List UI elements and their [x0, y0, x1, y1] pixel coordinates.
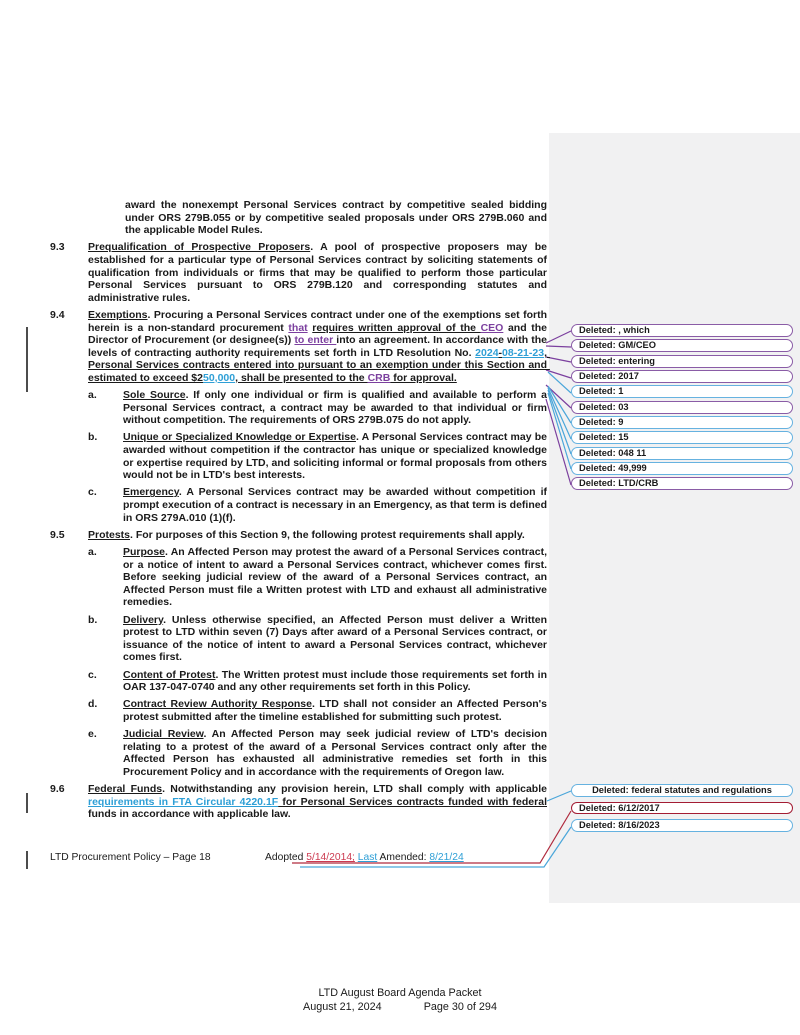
heading-run: Prequalification of Prospective Proposers — [88, 241, 311, 254]
heading-run: Exemptions — [88, 308, 148, 321]
text-run: . Notwithstanding any provision herein, LTD shall comply with applicable — [162, 783, 550, 796]
heading-run: Purpose — [123, 546, 166, 558]
deleted-text: 2017 — [618, 370, 639, 381]
deleted-text: 6/12/2017 — [618, 802, 660, 813]
deleted-label: Deleted: — [579, 340, 619, 351]
packet-footer-page-number: Page 30 of 294 — [423, 1000, 497, 1013]
deleted-label: Deleted: — [579, 355, 619, 366]
tracked-insertion: 5/14/2014; — [306, 852, 355, 863]
heading-run: Contract Review Authority Response — [123, 698, 312, 711]
text-run: Amended: — [377, 852, 430, 863]
text-run: . For purposes of this Section 9, the following protest requirements shall apply. — [130, 528, 525, 541]
deleted-callout — [571, 370, 793, 383]
paragraph-d — [88, 698, 550, 723]
tracked-insertion: to enter — [294, 334, 337, 347]
deleted-label: Deleted: — [579, 401, 619, 412]
text-run: . Procuring a Personal Services contract under one of the exemptions set forth herein is a non-standard procurement — [88, 308, 550, 334]
item-marker: b. — [88, 431, 98, 444]
paragraph-text — [88, 309, 550, 384]
text-run: . A pool of prospective proposers may be established for a particular type of Personal Services contract by soliciting statements of qualification from individuals or firms that may be qualified to perform those particular Personal Services pursuant to ORS 279B.120 and corresponding statutes and administrative rules. — [88, 241, 550, 304]
heading-run: Emergency — [123, 486, 179, 499]
paragraph-text — [88, 241, 550, 303]
text-run: award the nonexempt Personal Services contract by competitive sealed bidding under ORS 279B.055 or by competitive sealed proposals under ORS 279B.060 and the applicable Model Rules. — [125, 199, 550, 237]
document-body — [50, 199, 550, 825]
deleted-callout — [571, 462, 793, 475]
deleted-text: 15 — [618, 432, 629, 443]
deleted-callout — [571, 431, 793, 444]
deleted-text: 03 — [618, 401, 629, 412]
deleted-text: federal statutes and regulations — [631, 785, 772, 795]
item-marker: d. — [88, 698, 98, 711]
heading-run: Protests — [88, 528, 131, 541]
text-run: for approval. — [390, 371, 457, 384]
deleted-callout — [571, 324, 793, 337]
deleted-callout — [571, 339, 793, 352]
deleted-text: 1 — [618, 386, 624, 397]
deleted-callout — [571, 385, 793, 398]
deleted-callout — [571, 447, 793, 460]
deleted-callout — [571, 784, 793, 797]
paragraph-text — [125, 199, 550, 236]
deleted-text: 048 11 — [618, 447, 647, 458]
tracked-insertion: 8/21/24 — [429, 852, 464, 863]
deleted-text: , which — [618, 325, 650, 335]
paragraph-94 — [50, 308, 550, 385]
heading-run: Sole Source — [123, 389, 186, 402]
item-marker: 9.4 — [50, 308, 65, 321]
deleted-text: 49,999 — [618, 462, 647, 473]
text-run: . The Written protest must include those requirements set forth in OAR 137-047-0740 and any other requirements set forth in this Policy. — [123, 668, 550, 694]
item-marker: c. — [88, 668, 97, 681]
heading-run: Federal Funds — [88, 783, 163, 796]
text-run: . An Affected Person may protest the award of a Personal Services contract, or a notice of intent to award a Personal Services contract, whichever comes first. Before seeking judicial review of the award of a Personal Services contract, an Affected Person must file a Written protest with LTD and exhaust all administrative remedies. — [123, 546, 550, 609]
deleted-text: 9 — [618, 416, 624, 427]
tracked-insertion: requirements in FTA Circular 4220.1F — [88, 795, 279, 808]
text-run: . An Affected Person may seek judicial review of LTD's decision relating to a protest of the award of a Personal Services contract only after the Affected Person has exhausted all administrative remedies set forth in this Procurement Policy and in accordance with the requirements of Oregon law. — [123, 728, 550, 778]
deleted-callout — [571, 802, 793, 815]
paragraph-a — [88, 389, 550, 427]
item-marker: e. — [88, 728, 97, 741]
text-run: . If only one individual or firm is qualified and available to perform a Personal Services contract, a contract may be awarded to that individual or firm without competition. The requirements of ORS 279B.075 do not apply. — [123, 389, 550, 427]
paragraph-text — [123, 546, 550, 608]
heading-run: Delivery — [123, 613, 164, 626]
text-run: Personal Services contracts entered into pursuant to an exemption under this Section and estimated to exceed $2 — [88, 359, 550, 384]
deleted-callout — [571, 416, 793, 429]
text-run: . A Personal Services contract may be awarded without competition if the contractor has unique or specialized knowledge or expertise required by LTD, and soliciting informal or formal proposals from others would not be in LTD's best interests. — [123, 431, 550, 482]
tracked-insertion: 08-21-23 — [502, 346, 545, 359]
paragraph-96 — [50, 783, 550, 821]
paragraph-text — [123, 389, 550, 426]
paragraph-c — [88, 668, 550, 694]
text-run: . A Personal Services contract may be awarded without competition if prompt execution of a contract is necessary in an Emergency, as that term is defined in ORS 279A.010 (1)(f). — [123, 486, 550, 524]
packet-footer — [0, 987, 800, 1014]
deleted-callout — [571, 401, 793, 414]
deleted-text: GM/CEO — [618, 340, 656, 351]
paragraph-b — [88, 431, 550, 482]
packet-footer-date: August 21, 2024 — [303, 1000, 382, 1013]
tracked-insertion: 2024 — [475, 346, 499, 359]
text-run: into an agreement. In accordance with the levels of contracting authority requirements set forth in LTD Resolution No. — [88, 334, 550, 359]
item-marker: 9.3 — [50, 241, 65, 254]
item-marker: 9.5 — [50, 528, 65, 541]
paragraph-text — [88, 529, 525, 541]
text-run: requires written approval of the — [312, 321, 481, 334]
deleted-label: Deleted: — [579, 478, 619, 489]
paragraph-95 — [50, 529, 547, 542]
paragraph-a — [88, 546, 550, 609]
heading-run: Content of Protest — [123, 668, 216, 681]
heading-run: Judicial Review — [123, 728, 204, 741]
text-run: and the Director of Procurement (or designee(s)) — [88, 321, 550, 347]
paragraph-text — [123, 431, 550, 481]
tracked-insertion: 50,000 — [202, 371, 236, 384]
tracked-insertion: CEO — [480, 321, 504, 334]
text-run: funds in accordance with applicable law. — [88, 795, 550, 821]
deleted-text: LTD/CRB — [618, 478, 659, 489]
item-marker: c. — [88, 486, 97, 499]
document-footer — [50, 852, 550, 868]
deleted-label: Deleted: — [579, 370, 619, 381]
deleted-callout — [571, 819, 793, 832]
deleted-label: Deleted: — [592, 785, 632, 795]
deleted-label: Deleted: — [579, 386, 619, 397]
deleted-label: Deleted: — [579, 802, 619, 813]
paragraph-e — [88, 728, 550, 778]
deleted-label: Deleted: — [579, 432, 619, 443]
deleted-callout — [571, 355, 793, 368]
footer-adopted-text — [265, 852, 464, 863]
text-run: . LTD shall not consider an Affected Person's protest submitted after the timeline established for submitting such protest. — [123, 698, 550, 723]
deleted-callouts-lower — [571, 784, 793, 837]
paragraph-c — [88, 486, 550, 524]
deleted-callouts-upper — [571, 324, 793, 493]
paragraph-b — [88, 613, 550, 664]
tracked-insertion: Last — [357, 852, 378, 863]
footer-left-text: LTD Procurement Policy – Page 18 — [50, 852, 211, 863]
paragraph-93 — [50, 241, 550, 304]
text-run: , shall be presented to the — [235, 371, 368, 384]
text-run: for Personal Services contracts funded with federal — [278, 795, 547, 808]
deleted-callout — [571, 477, 793, 490]
paragraph-text — [88, 783, 550, 820]
item-marker: b. — [88, 613, 98, 626]
item-marker: a. — [88, 546, 97, 558]
text-run: - — [498, 346, 503, 359]
tracked-insertion: CRB — [367, 371, 391, 384]
heading-run: Unique or Specialized Knowledge or Expertise — [123, 431, 356, 444]
paragraph-text — [123, 728, 550, 778]
deleted-label: Deleted: — [579, 325, 619, 335]
item-marker: a. — [88, 389, 97, 402]
text-run: , — [544, 346, 550, 359]
deleted-label: Deleted: — [579, 416, 619, 427]
packet-footer-line1: LTD August Board Agenda Packet — [318, 987, 482, 999]
paragraph-text — [123, 669, 550, 694]
deleted-text: entering — [618, 355, 655, 366]
tracked-insertion: that — [288, 321, 308, 334]
packet-footer-line2 — [0, 1001, 800, 1015]
text-run: . Unless otherwise specified, an Affected Person must deliver a Written protest to LTD within seven (7) Days after award of a Personal Services contract, or issuance of the notice of intent to award a Personal Services contract, whichever comes first. — [123, 613, 550, 664]
paragraph-text — [123, 614, 550, 664]
text-run: Adopted — [265, 852, 307, 863]
deleted-label: Deleted: — [579, 462, 619, 473]
deleted-label: Deleted: — [579, 820, 619, 831]
deleted-label: Deleted: — [579, 447, 619, 458]
paragraph-text — [123, 486, 550, 523]
item-marker: 9.6 — [50, 783, 65, 796]
paragraph-continuation — [125, 199, 550, 237]
paragraph-text — [123, 698, 550, 723]
deleted-text: 8/16/2023 — [618, 820, 660, 831]
